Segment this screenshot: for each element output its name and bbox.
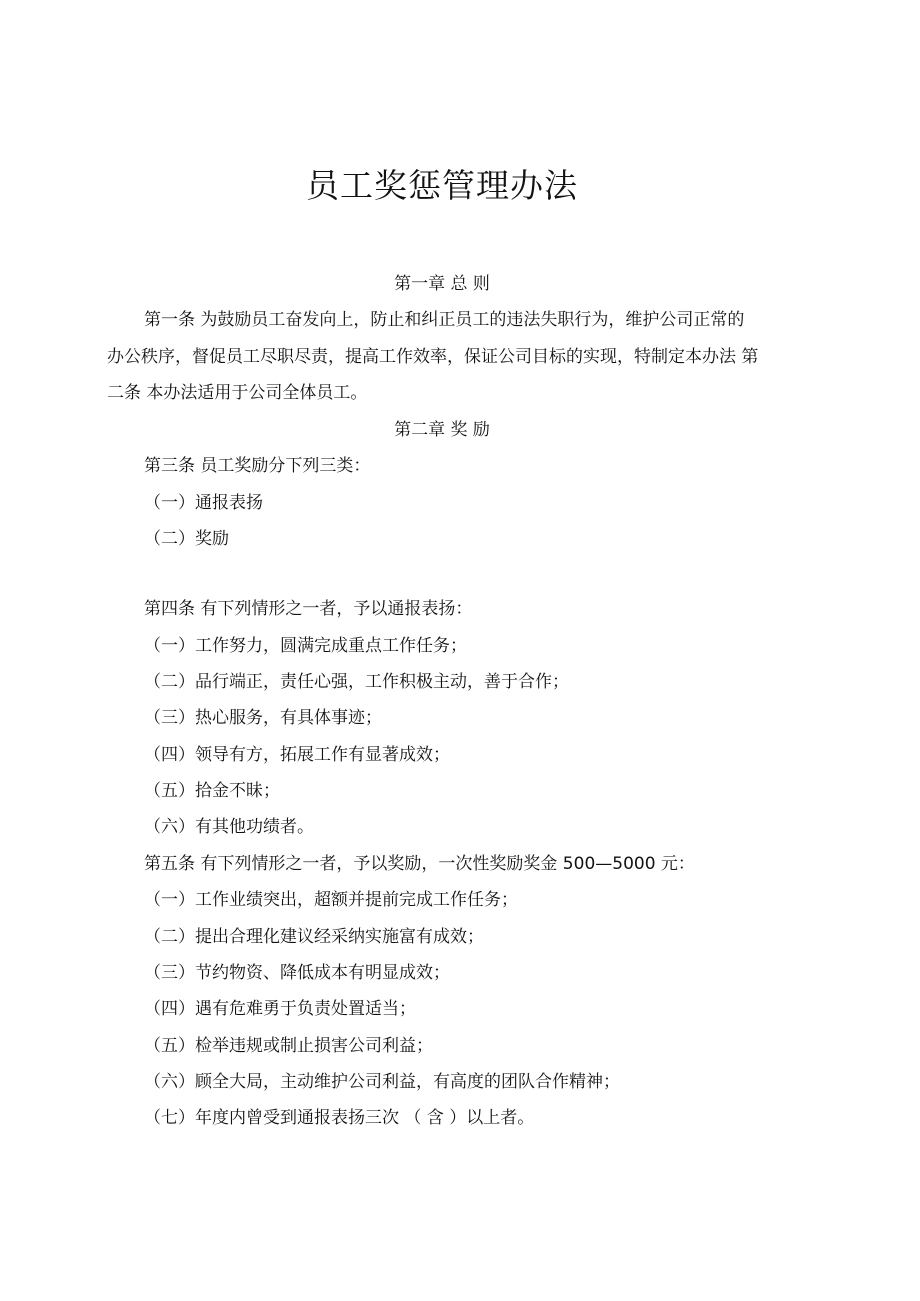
article-5-item: （五）检举违规或制止损害公司利益；: [144, 1036, 433, 1056]
article-4-item: （四）领导有方，拓展工作有显著成效；: [144, 745, 450, 765]
article-4-item: （一）工作努力，圆满完成重点工作任务；: [144, 636, 467, 656]
article-4-item: （六）有其他功绩者。: [144, 817, 314, 837]
article-3-heading: 第三条 员工奖励分下列三类：: [144, 456, 371, 476]
article-5-item: （六）顾全大局，主动维护公司利益，有高度的团队合作精神；: [144, 1072, 620, 1092]
article-3-item: （一）通报表扬: [144, 493, 263, 513]
article-3-item: （二）奖励: [144, 529, 229, 549]
article-5-item: （二）提出合理化建议经采纳实施富有成效；: [144, 927, 484, 947]
chapter-2-heading: 第二章 奖 励: [394, 420, 490, 440]
chapter-1-heading: 第一章 总 则: [394, 274, 490, 294]
article-1-line-2: 办公秩序，督促员工尽职尽责，提高工作效率，保证公司目标的实现，特制定本办法 第: [107, 347, 759, 367]
article-1-line-1: 第一条 为鼓励员工奋发向上，防止和纠正员工的违法失职行为，维护公司正常的: [144, 310, 745, 330]
article-5-heading: 第五条 有下列情形之一者，予以奖励，一次性奖励奖金 500—5000 元：: [144, 854, 695, 874]
article-5-item: （一）工作业绩突出，超额并提前完成工作任务；: [144, 890, 518, 910]
article-5-item: （四）遇有危难勇于负责处置适当；: [144, 999, 416, 1019]
article-5-item: （三）节约物资、降低成本有明显成效；: [144, 963, 450, 983]
document-title: 员工奖惩管理办法: [306, 166, 578, 205]
article-4-item: （五）拾金不昧；: [144, 781, 280, 801]
article-4-item: （三）热心服务，有具体事迹；: [144, 708, 382, 728]
article-5-item: （七）年度内曾受到通报表扬三次 （ 含 ）以上者。: [144, 1108, 535, 1128]
article-2-line: 二条 本办法适用于公司全体员工。: [107, 383, 368, 403]
article-4-heading: 第四条 有下列情形之一者，予以通报表扬：: [144, 599, 473, 619]
article-4-item: （二）品行端正，责任心强，工作积极主动，善于合作；: [144, 672, 569, 692]
